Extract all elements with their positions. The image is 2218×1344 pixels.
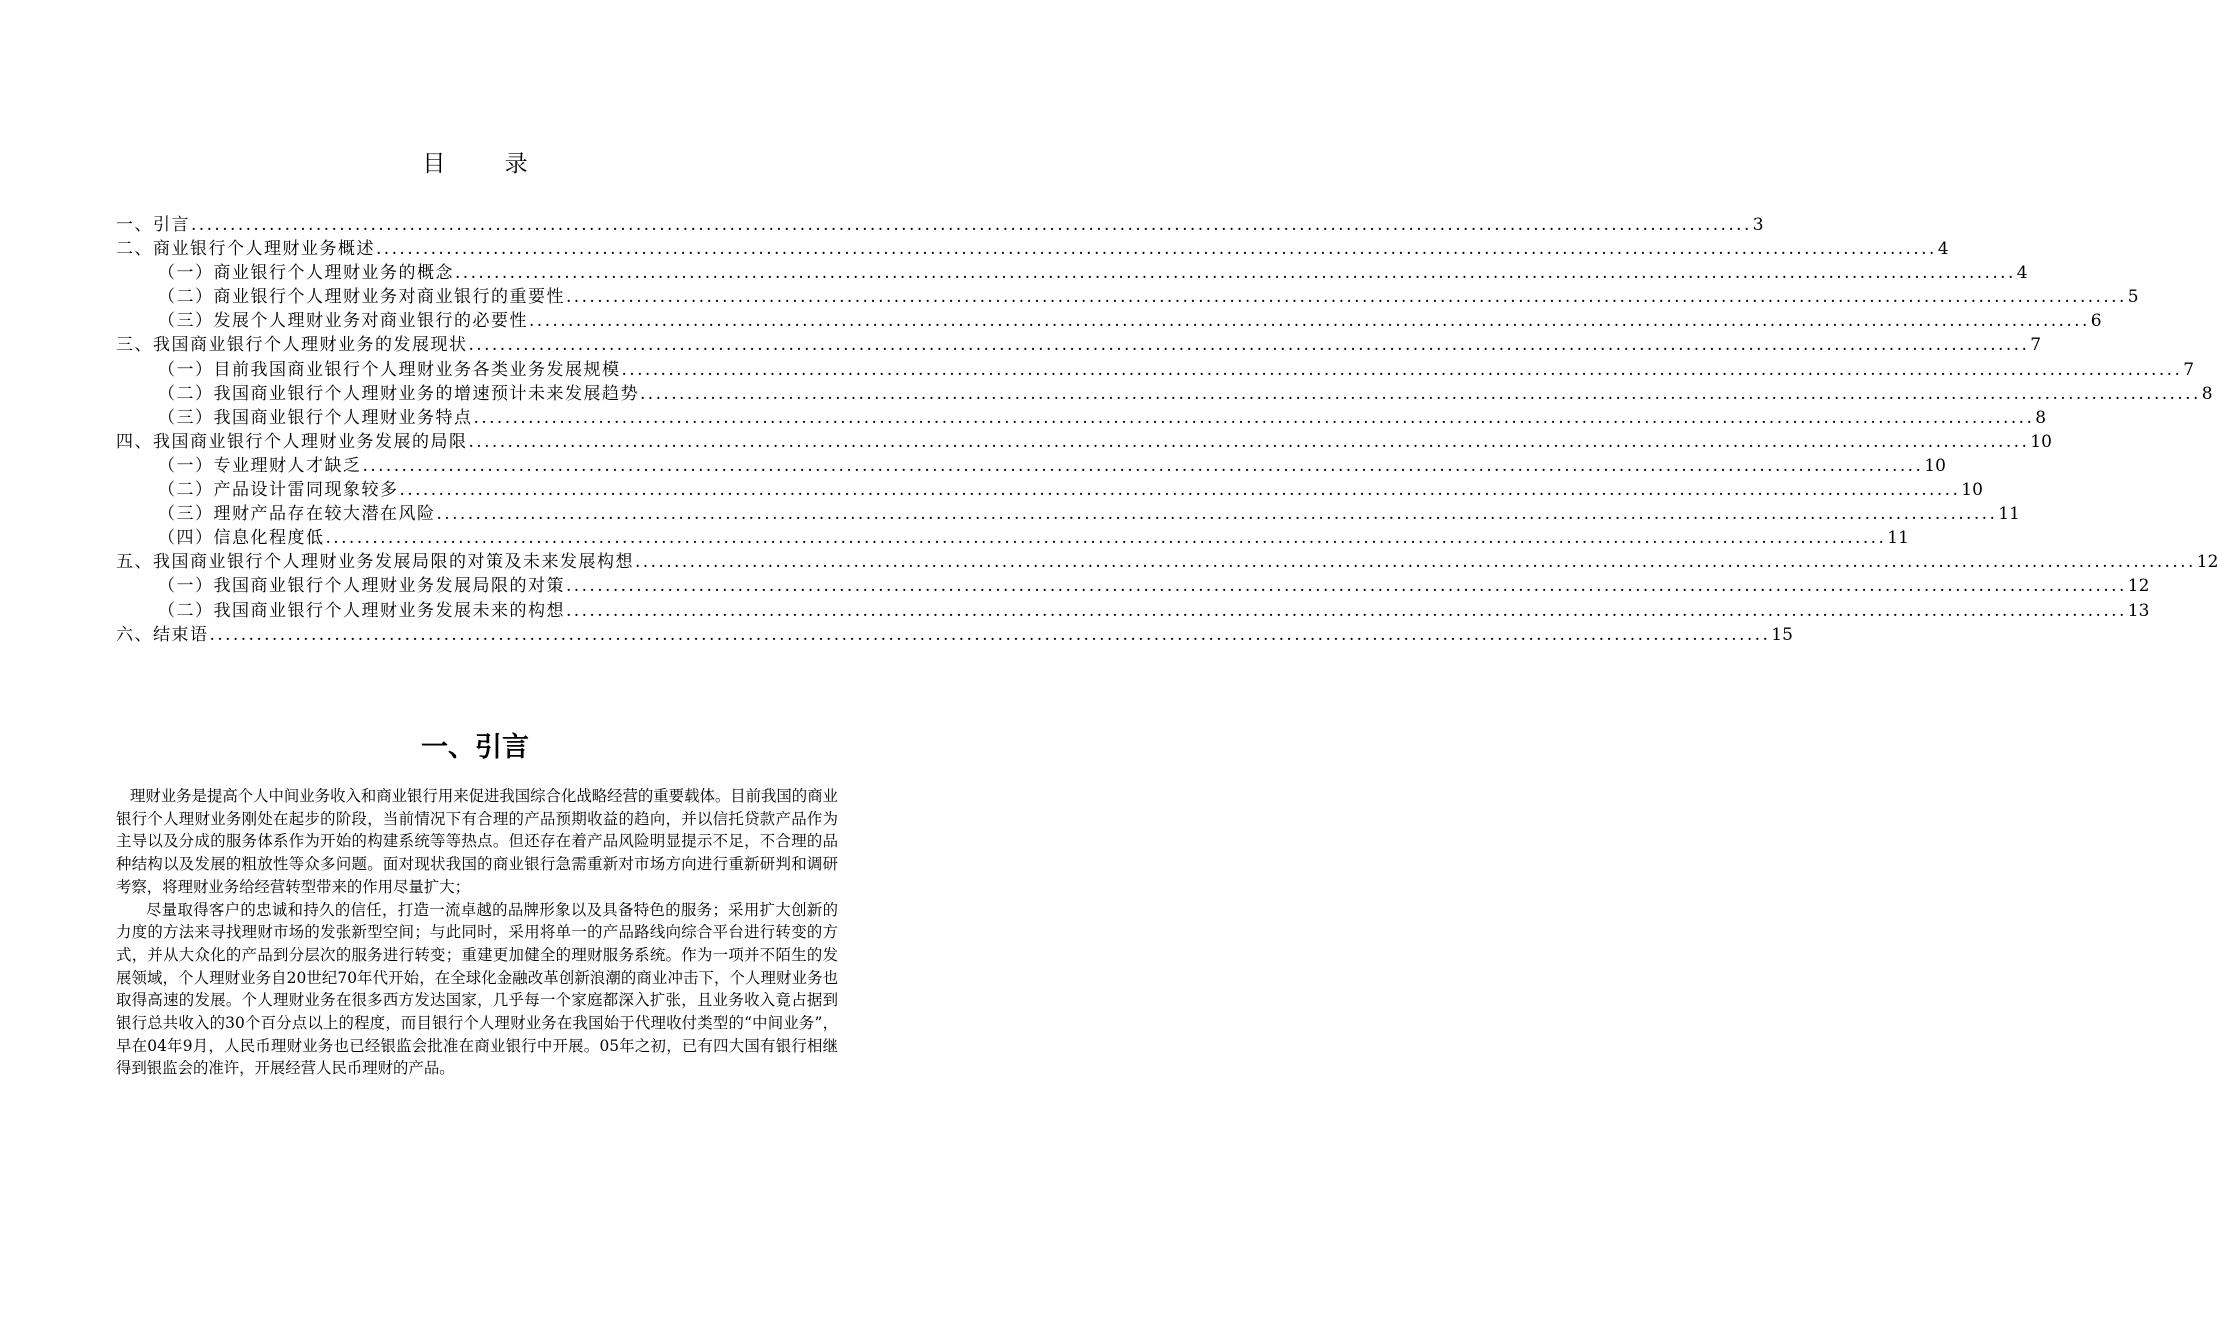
toc-entry-page: 11 [1887,528,1909,549]
toc-dot-leader: ........................................................................................................................................................................................................ [635,552,2196,573]
toc-entry-title: （三）理财产品存在较大潜在风险 [158,504,436,525]
toc-dot-leader: ........................................................................................................................................................................................................ [209,624,1771,645]
toc-entry[interactable] [116,237,1949,261]
toc-entry-page: 6 [2090,311,2102,332]
body-paragraph: 尽量取得客户的忠诚和持久的信任，打造一流卓越的品牌形象以及具备特色的服务；采用扩大创新的力度的方法来寻找理财市场的发张新型空间；与此同时，采用将单一的产品路线向综合平台进行转变的方式，并从大众化的产品到分层次的服务进行转变；重建更加健全的理财服务系统。作为一项并不陌生的发展领域，个人理财业务自20世纪70年代开始，在全球化金融改革创新浪潮的商业冲击下，个人理财业务也取得高速的发展。个人理财业务在很多西方发达国家，几乎每一个家庭都深入扩张，且业务收入竟占据到银行总共收入的30个百分点以上的程度，而目银行个人理财业务在我国始于代理收付类型的“中间业务”，早在04年9月，人民币理财业务也已经银监会批准在商业银行中开展。05年之初，已有四大国有银行相继得到银监会的准许，开展经营人民币理财的产品。 [116,900,838,1078]
toc-entry-page: 7 [2183,359,2195,380]
toc-entry-page: 8 [2035,407,2047,428]
toc-entry[interactable] [116,333,2042,357]
toc-dot-leader: ........................................................................................................................................................................................................ [468,335,2030,356]
toc-entry-title: （二）我国商业银行个人理财业务发展未来的构想 [158,600,565,621]
toc-entry-page: 10 [2030,431,2052,452]
toc-entry-page: 3 [1752,215,1764,235]
toc-entry-title: 六、结束语 [116,624,209,645]
toc-dot-leader: ........................................................................................................................................................................................................ [529,311,2090,332]
toc-title: 目 录 [422,151,554,177]
toc-dot-leader: ........................................................................................................................................................................................................ [376,239,1937,260]
toc-dot-leader: ........................................................................................................................................................................................................ [468,431,2030,452]
toc-entry[interactable] [116,382,2213,406]
toc-entry-title: （四）信息化程度低 [158,528,325,549]
toc-entry[interactable] [116,623,1793,647]
toc-entry-page: 8 [2201,383,2213,404]
toc-entry[interactable] [116,574,2150,598]
toc-entry-title: 四、我国商业银行个人理财业务发展的局限 [116,431,468,452]
toc-entry-page: 10 [1924,455,1946,476]
toc-dot-leader: ........................................................................................................................................................................................................ [566,600,2127,621]
toc-entry[interactable] [116,430,2052,454]
toc-entry[interactable] [116,550,2218,574]
toc-entry-title: （三）我国商业银行个人理财业务特点 [158,407,473,428]
toc-dot-leader: ........................................................................................................................................................................................................ [436,504,1998,525]
toc-dot-leader: ........................................................................................................................................................................................................ [325,528,1887,549]
section-heading: 一、引言 [421,732,529,763]
toc-entry-page: 13 [2127,600,2150,621]
toc-entry-page: 4 [2016,263,2028,284]
toc-entry-title: 三、我国商业银行个人理财业务的发展现状 [116,335,468,356]
toc-entry[interactable] [116,261,2028,285]
toc-entry[interactable] [116,358,2195,382]
toc-dot-leader: ........................................................................................................................................................................................................ [473,407,2035,428]
toc-entry-title: （二）我国商业银行个人理财业务的增速预计未来发展趋势 [158,383,639,404]
toc-entry[interactable] [116,285,2139,309]
body-paragraph: 理财业务是提高个人中间业务收入和商业银行用来促进我国综合化战略经营的重要载体。目前我国的商业银行个人理财业务刚处在起步的阶段，当前情况下有合理的产品预期收益的趋向，并以信托贷款产品作为主导以及分成的服务体系作为开始的构建系统等等热点。但还存在着产品风险明显提示不足，不合理的品种结构以及发展的粗放性等众多问题。面对现状我国的商业银行急需重新对市场方向进行重新研判和调研考察，将理财业务给经营转型带来的作用尽量扩大； [116,787,838,896]
toc-entry-title: （二）商业银行个人理财业务对商业银行的重要性 [158,287,565,308]
toc-entry[interactable] [116,502,2020,526]
toc-dot-leader: ........................................................................................................................................................................................................ [362,455,1924,476]
toc-entry[interactable] [116,478,1983,502]
toc-entry[interactable] [116,599,2150,623]
toc-entry-page: 12 [2127,576,2150,597]
toc-dot-leader: ........................................................................................................................................................................................................ [640,383,2201,404]
toc-entry-title: 五、我国商业银行个人理财业务发展局限的对策及未来发展构想 [116,552,634,573]
toc-dot-leader: ........................................................................................................................................................................................................ [566,287,2127,308]
toc-entry-title: （三）发展个人理财业务对商业银行的必要性 [158,311,528,332]
toc-entry[interactable] [116,454,1946,478]
table-of-contents [116,213,2218,647]
toc-entry[interactable] [116,526,1909,550]
toc-dot-leader: ........................................................................................................................................................................................................ [566,576,2127,597]
toc-entry-title: 一、引言 [116,215,190,235]
toc-entry[interactable] [116,309,2102,333]
toc-entry-title: （一）商业银行个人理财业务的概念 [158,263,454,284]
toc-entry[interactable] [116,406,2047,430]
toc-entry-page: 4 [1937,239,1949,260]
section-body [116,785,838,1080]
toc-entry-page: 15 [1771,624,1793,645]
toc-dot-leader: ........................................................................................................................................................................................................ [399,480,1961,501]
toc-entry-title: （一）我国商业银行个人理财业务发展局限的对策 [158,576,565,597]
toc-dot-leader: ........................................................................................................................................................................................................ [621,359,2183,380]
toc-entry-page: 7 [2030,335,2042,356]
toc-dot-leader: ........................................................................................................................................................................................................ [455,263,2016,284]
toc-entry-title: （一）目前我国商业银行个人理财业务各类业务发展规模 [158,359,621,380]
toc-entry-title: 二、商业银行个人理财业务概述 [116,239,375,260]
toc-entry-page: 12 [2196,552,2218,573]
toc-entry-title: （一）专业理财人才缺乏 [158,455,362,476]
toc-entry-page: 11 [1998,504,2020,525]
toc-entry[interactable] [116,213,1764,237]
toc-entry-page: 10 [1961,480,1983,501]
toc-dot-leader: ........................................................................................................................................................................................................ [191,215,1752,235]
toc-entry-page: 5 [2127,287,2139,308]
toc-entry-title: （二）产品设计雷同现象较多 [158,480,399,501]
